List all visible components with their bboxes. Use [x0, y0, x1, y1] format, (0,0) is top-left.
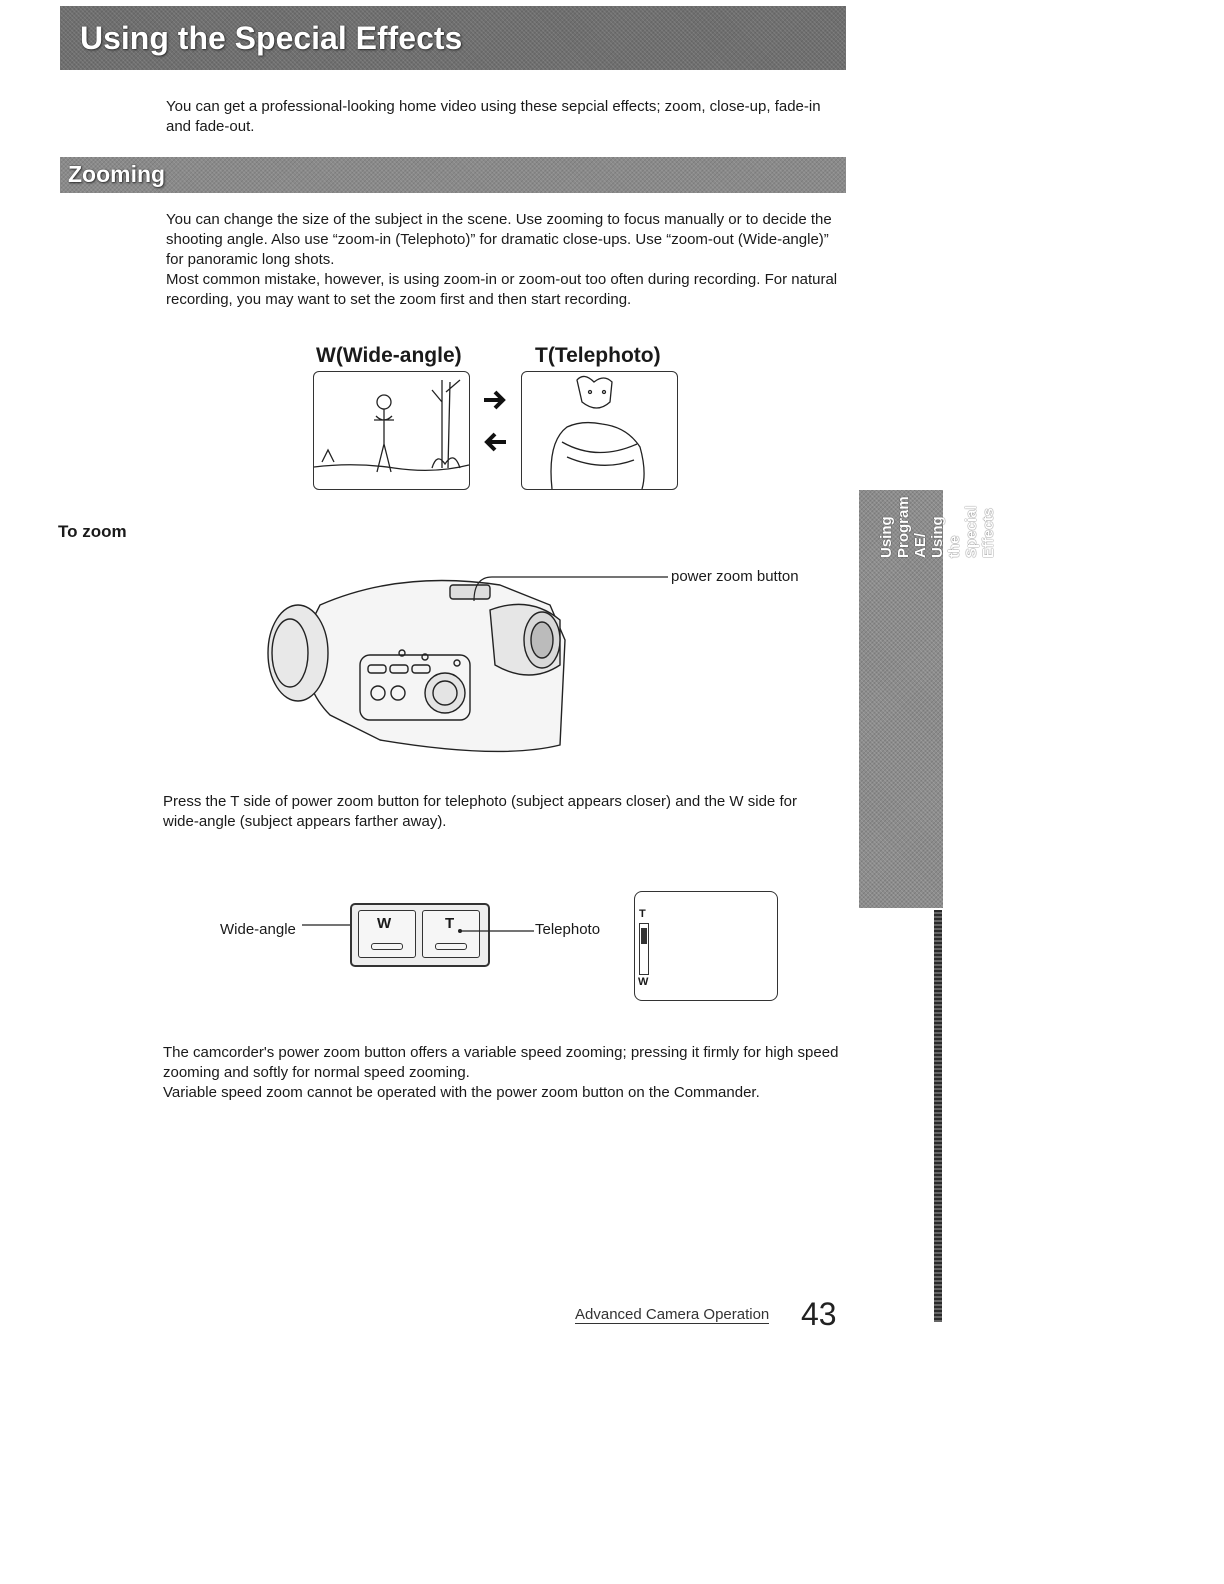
zoom-w-ridge — [371, 943, 403, 950]
zooming-paragraph-2: Most common mistake, however, is using zoom-in or zoom-out too often during recording. For natural recording, you may want to set the zoom first and then start recording. — [166, 271, 838, 308]
footer-section-label: Advanced Camera Operation — [575, 1306, 770, 1323]
to-zoom-instruction: Press the T side of power zoom button for telephoto (subject appears closer) and the W side for wide-angle (subject appears farther away). — [163, 793, 797, 830]
zoom-t-ridge — [435, 943, 467, 950]
notes-paragraph-1: The camcorder's power zoom button offers a variable speed zooming; pressing it firmly for high speed zooming and softly for normal speed zooming. — [163, 1044, 839, 1081]
zoom-w-button[interactable] — [358, 910, 416, 958]
page-edge-strip — [934, 910, 942, 1322]
telephoto-callout-label: Telephoto — [535, 921, 601, 938]
section-title: Zooming — [68, 161, 166, 187]
tele-scene-drawing — [522, 372, 677, 489]
intro-paragraph: You can get a professional-looking home video using these sepcial effects; zoom, close-up, fade-in and fade-out. — [166, 98, 821, 135]
side-tab-text — [878, 498, 1078, 558]
notes-paragraph-2: Variable speed zoom cannot be operated with the power zoom button on the Commander. — [163, 1084, 760, 1101]
telephoto-scene-illustration — [521, 371, 678, 490]
zoom-out-arrow-icon — [480, 430, 510, 459]
zooming-body — [166, 210, 842, 310]
zoom-level-marker — [641, 928, 647, 944]
indicator-w-label: W — [638, 976, 649, 988]
telephoto-callout-line — [458, 924, 534, 938]
indicator-t-label: T — [639, 908, 646, 920]
side-tab-line-2: Using the Special Effects — [929, 505, 997, 558]
chapter-side-tab — [859, 490, 997, 908]
wide-angle-callout-label: Wide-angle — [220, 921, 296, 938]
wide-angle-scene-illustration — [313, 371, 470, 490]
notes-text — [163, 1043, 841, 1103]
zoom-w-label: W — [377, 915, 392, 932]
section-title-banner — [60, 157, 846, 193]
zooming-paragraph-1: You can change the size of the subject in the scene. Use zooming to focus manually or to decide the shooting angle. Also use “zoom-in (Telephoto)” for dramatic close-ups. Use “zoom-out (Wide-angle)” for panoramic long shots. — [166, 211, 832, 268]
page-title-banner — [60, 6, 846, 70]
side-tab-line-1: Using Program AE/ — [878, 496, 929, 558]
to-zoom-heading: To zoom — [58, 522, 127, 541]
zoom-level-bar — [639, 923, 649, 975]
power-zoom-callout-label: power zoom button — [671, 568, 799, 585]
intro-text — [166, 97, 836, 137]
power-zoom-callout-line — [470, 573, 670, 608]
page-title: Using the Special Effects — [80, 20, 463, 56]
wide-angle-label: W(Wide-angle) — [316, 344, 462, 367]
wide-scene-drawing — [314, 372, 469, 489]
page-number: 43 — [801, 1296, 837, 1332]
zoom-in-arrow-icon — [480, 388, 510, 417]
zoom-t-label: T — [445, 915, 455, 932]
viewfinder-zoom-indicator — [634, 891, 778, 1001]
telephoto-label: T(Telephoto) — [535, 344, 661, 367]
